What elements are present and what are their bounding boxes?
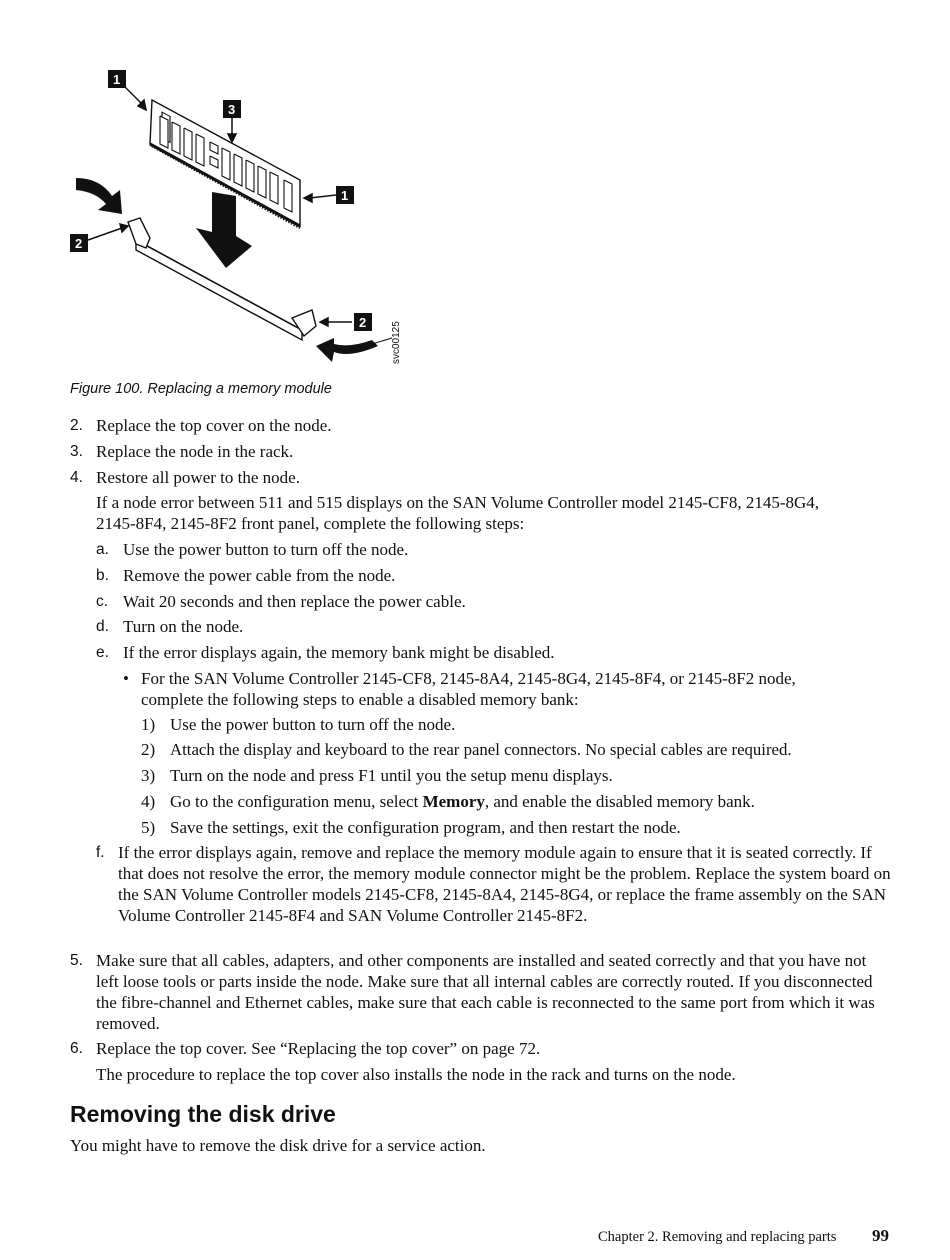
substep-text: Remove the power cable from the node. — [123, 566, 396, 585]
memory-module-figure — [60, 60, 420, 380]
subsub-number: 4) — [141, 792, 156, 811]
insert-arrow-icon — [196, 192, 252, 268]
subsub-number: 1) — [141, 715, 156, 734]
substep-text: If the error displays again, the memory bank might be disabled. — [123, 643, 555, 662]
substep-letter: d. — [96, 618, 109, 635]
step-paragraph: The procedure to replace the top cover also installs the node in the rack and turns on the node. — [96, 1065, 736, 1084]
substep-letter: b. — [96, 567, 109, 584]
subsub-number: 5) — [141, 818, 156, 837]
subsub-text — [170, 791, 755, 812]
step-number: 3. — [70, 443, 83, 460]
substep-letter: e. — [96, 644, 109, 661]
bullet-text: For the SAN Volume Controller 2145-CF8, 2145-8A4, 2145-8G4, 2145-8F4, or 2145-8F2 node, complete the following steps to enable a disabled memory bank: — [141, 669, 796, 709]
text-run: , and enable the disabled memory bank. — [484, 792, 755, 811]
step-number: 6. — [70, 1040, 83, 1057]
callout-label: 3 — [228, 102, 236, 117]
substep-text: Wait 20 seconds and then replace the power cable. — [123, 592, 466, 611]
ui-term-memory: Memory — [422, 792, 485, 811]
latch-curve-arrow-icon — [316, 338, 378, 362]
subsub-number: 3) — [141, 766, 156, 785]
bullet-mark: • — [123, 669, 129, 688]
substep-letter: f. — [96, 844, 105, 861]
step-text: Replace the node in the rack. — [96, 442, 294, 461]
callout-label: 2 — [359, 315, 367, 330]
image-code: svc00125 — [391, 321, 402, 364]
section-heading: Removing the disk drive — [70, 1101, 336, 1127]
step-number: 2. — [70, 417, 83, 434]
step-text: Restore all power to the node. — [96, 468, 300, 487]
subsub-text: Use the power button to turn off the node. — [170, 715, 456, 734]
substep-text: Use the power button to turn off the node. — [123, 540, 409, 559]
subsub-text: Attach the display and keyboard to the rear panel connectors. No special cables are required. — [170, 740, 792, 759]
subsub-text: Turn on the node and press F1 until you the setup menu displays. — [170, 766, 613, 785]
figure-caption: Figure 100. Replacing a memory module — [70, 381, 332, 397]
step-paragraph: If a node error between 511 and 515 displays on the SAN Volume Controller model 2145-CF8, 2145-8G4, 2145-8F4, 2145-8F2 front panel, complete the following steps: — [96, 493, 820, 533]
step-text: Replace the top cover on the node. — [96, 416, 332, 435]
step-text: Replace the top cover. See “Replacing the top cover” on page 72. — [96, 1039, 541, 1058]
callout-label: 1 — [341, 188, 349, 203]
footer-chapter: Chapter 2. Removing and replacing parts — [598, 1229, 837, 1245]
step-text: Make sure that all cables, adapters, and other components are installed and seated correctly and that you have not left loose tools or parts inside the node. Make sure that all internal cables are correctly routed. If you disconnected the fibre-channel and Ethernet cables, make sure that each cable is reconnected to the same port from which it was removed. — [96, 951, 875, 1033]
substep-text: Turn on the node. — [123, 617, 244, 636]
subsub-number: 2) — [141, 740, 156, 759]
text-run: Go to the configuration menu, select — [170, 792, 423, 811]
substep-letter: a. — [96, 541, 109, 558]
substep-text: If the error displays again, remove and replace the memory module again to ensure that it is seated correctly. If that does not resolve the error, the memory module connector might be the problem. Replace the system board on the SAN Volume Controller models 2145-CF8, 2145-8A4, 2145-8G4, or replace the frame assembly on the SAN Volume Controller 2145-8F4 and SAN Volume Controller 2145-8F2. — [118, 843, 891, 925]
callout-label: 1 — [113, 72, 121, 87]
latch-curve-arrow-icon — [76, 178, 122, 214]
page-number: 99 — [872, 1226, 889, 1245]
step-number: 4. — [70, 469, 83, 486]
substep-letter: c. — [96, 593, 109, 610]
subsub-text: Save the settings, exit the configuration program, and then restart the node. — [170, 818, 681, 837]
callout-label: 2 — [75, 236, 83, 251]
step-number: 5. — [70, 952, 83, 969]
section-intro: You might have to remove the disk drive for a service action. — [70, 1136, 486, 1155]
